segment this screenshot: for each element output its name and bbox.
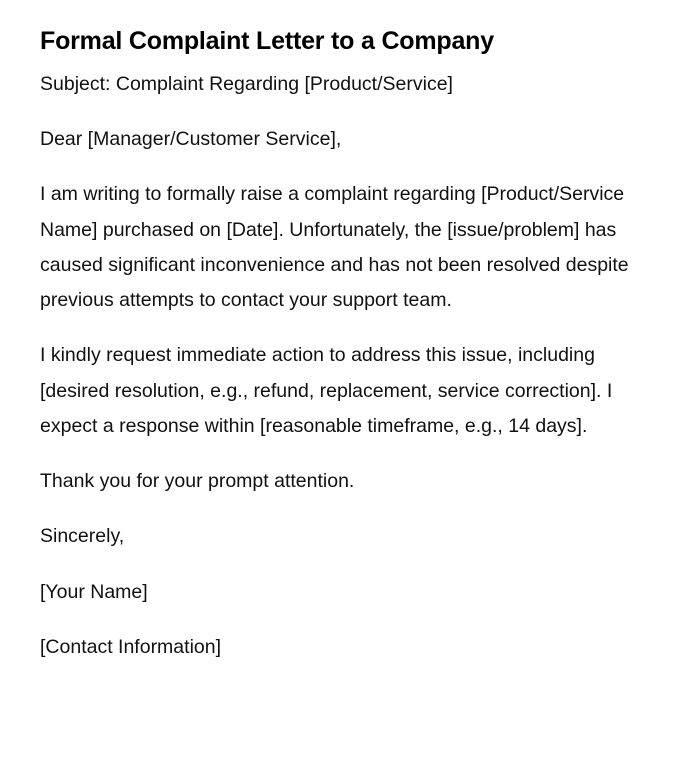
subject-line: Subject: Complaint Regarding [Product/Service] (40, 73, 453, 95)
body-paragraph-2: I kindly request immediate action to address this issue, including [desired resolution, e.g., refund, replacement, service correction]. I expect a response within [reasonable timeframe, e.g., 14 days]. (40, 344, 613, 437)
signature-name: [Your Name] (40, 580, 148, 603)
document-title: Formal Complaint Letter to a Company (40, 27, 494, 55)
closing-line: Sincerely, (40, 525, 125, 548)
body-paragraph-1: I am writing to formally raise a complaint regarding [Product/Service Name] purchased on [Date]. Unfortunately, the [issue/problem] has caused significant inconvenience and has not been resolved despite previous attempts to contact your support team. (40, 183, 629, 311)
contact-information: [Contact Information] (40, 635, 222, 658)
salutation: Dear [Manager/Customer Service], (40, 128, 342, 150)
thanks-line: Thank you for your prompt attention. (40, 470, 355, 492)
